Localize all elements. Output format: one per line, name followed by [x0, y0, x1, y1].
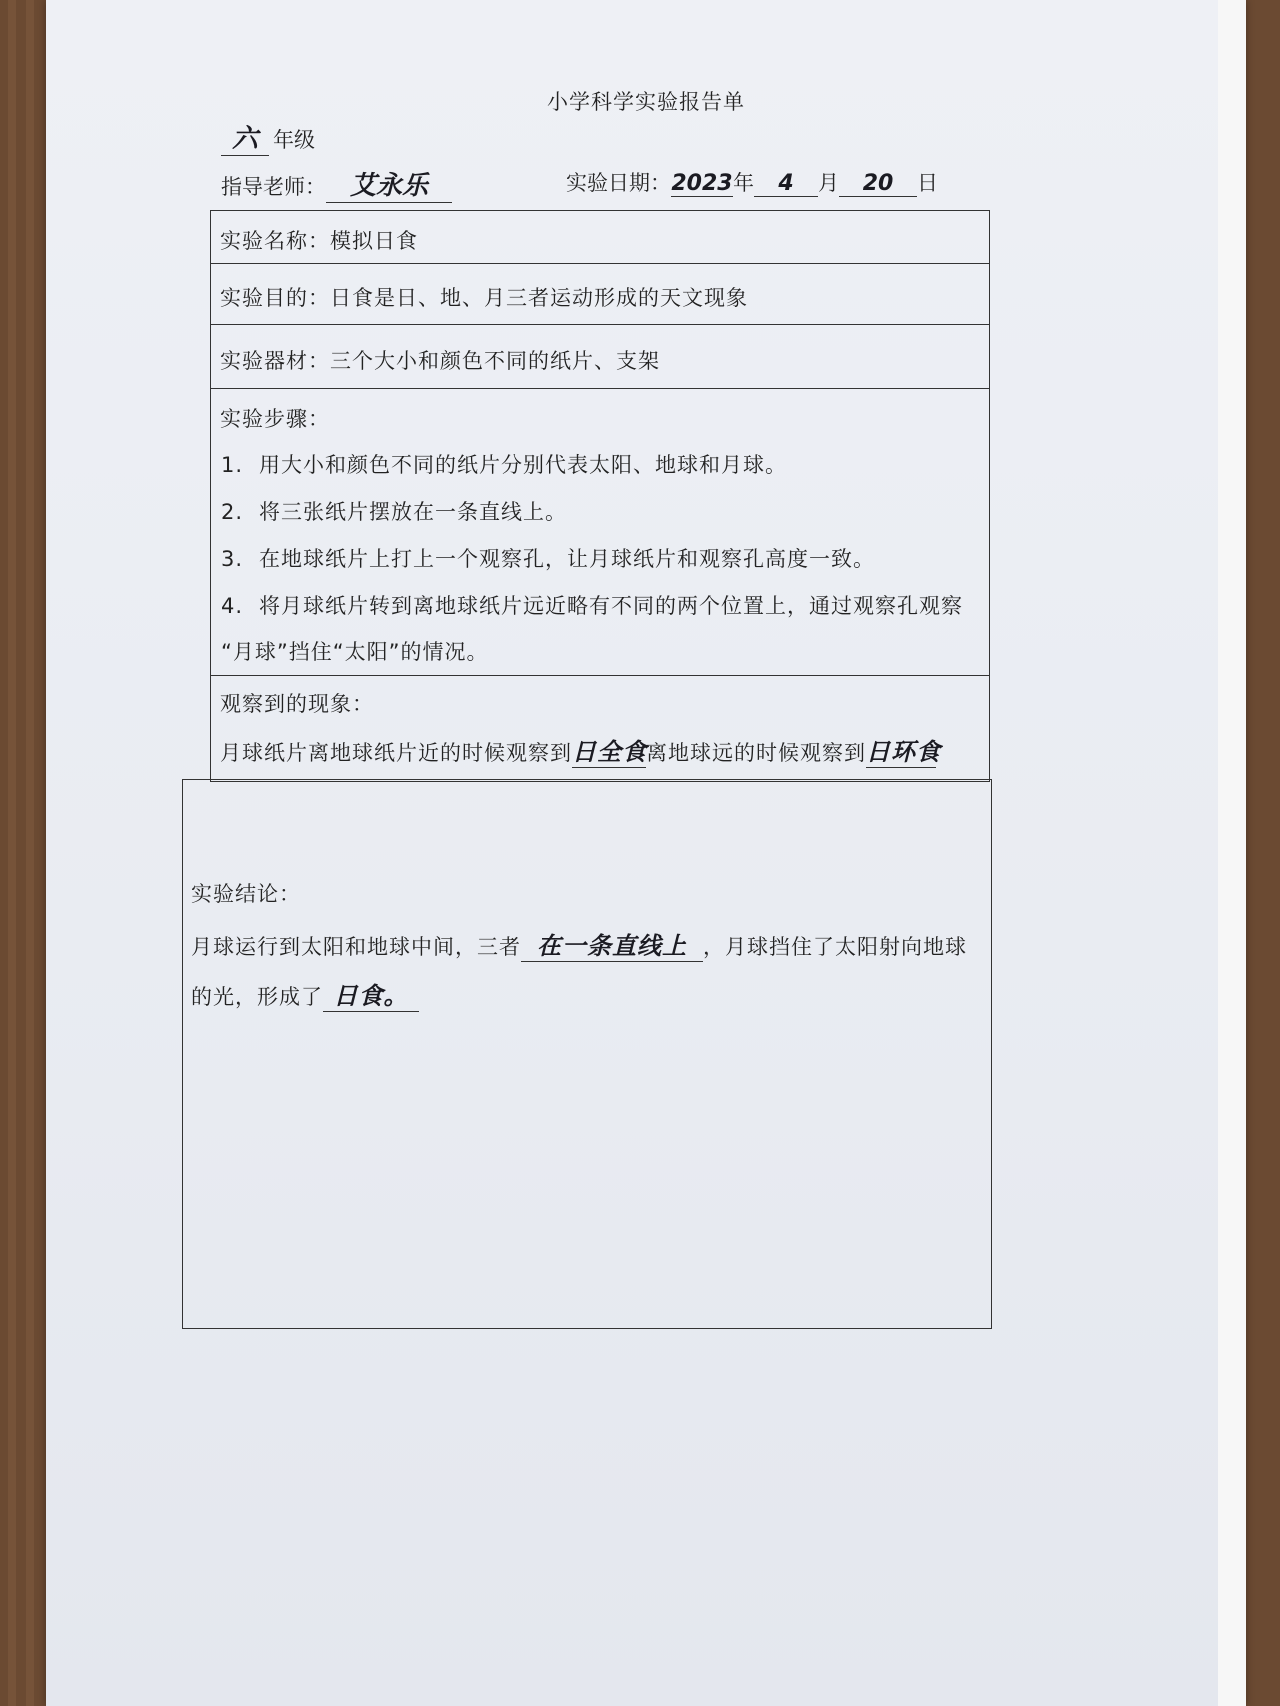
step-item: 4. 将月球纸片转到离地球纸片远近略有不同的两个位置上，通过观察孔观察 — [221, 594, 963, 618]
date-line — [566, 167, 938, 197]
step-continuation: “月球”挡住“太阳”的情况。 — [221, 640, 489, 664]
wood-grain — [26, 0, 34, 1706]
experiment-table — [210, 210, 990, 782]
grade-value[interactable]: 六 — [221, 118, 269, 156]
grade-line — [221, 118, 315, 156]
wood-grain — [8, 0, 16, 1706]
teacher-label: 指导老师： — [221, 175, 326, 199]
page-title: 小学科学实验报告单 — [547, 90, 745, 114]
report-sheet — [46, 0, 1246, 1706]
year-unit: 年 — [733, 171, 754, 195]
answer-near[interactable]: 日全食 — [572, 732, 646, 768]
teacher-line — [221, 165, 452, 203]
day-unit: 日 — [917, 171, 938, 195]
row-steps — [211, 389, 989, 676]
date-day[interactable]: 20 — [839, 171, 917, 197]
date-month[interactable]: 4 — [754, 171, 818, 197]
steps-label: 实验步骤： — [220, 407, 330, 431]
grade-label: 年级 — [273, 128, 315, 152]
observation-text: 月球纸片离地球纸片近的时候观察到日全食离地球远的时候观察到日环食 — [220, 732, 936, 768]
answer-far[interactable]: 日环食 — [866, 732, 936, 768]
answer-result[interactable]: 日食。 — [323, 976, 419, 1012]
step-item: 2. 将三张纸片摆放在一条直线上。 — [221, 500, 567, 524]
conclusion-line-1: 月球运行到太阳和地球中间，三者 在一条直线上 ，月球挡住了太阳射向地球 — [191, 926, 967, 962]
row-purpose — [211, 264, 989, 325]
teacher-value[interactable]: 艾永乐 — [326, 165, 452, 203]
observation-label: 观察到的现象： — [220, 692, 374, 716]
name-field: 实验名称：模拟日食 — [220, 229, 418, 253]
row-materials — [211, 325, 989, 389]
month-unit: 月 — [818, 171, 839, 195]
row-name — [211, 211, 989, 264]
conclusion-label: 实验结论： — [191, 882, 301, 906]
purpose-field: 实验目的：日食是日、地、月三者运动形成的天文现象 — [220, 286, 748, 310]
row-observation — [211, 676, 989, 780]
step-item: 3. 在地球纸片上打上一个观察孔，让月球纸片和观察孔高度一致。 — [221, 547, 875, 571]
materials-field: 实验器材：三个大小和颜色不同的纸片、支架 — [220, 349, 660, 373]
conclusion-line-2: 的光，形成了 日食。 — [191, 976, 419, 1012]
paper-edge — [1218, 0, 1246, 1706]
answer-line[interactable]: 在一条直线上 — [521, 926, 703, 962]
conclusion-box — [182, 779, 992, 1329]
step-item: 1. 用大小和颜色不同的纸片分别代表太阳、地球和月球。 — [221, 453, 787, 477]
date-year[interactable]: 2023 — [671, 171, 733, 196]
date-label: 实验日期： — [566, 171, 671, 195]
